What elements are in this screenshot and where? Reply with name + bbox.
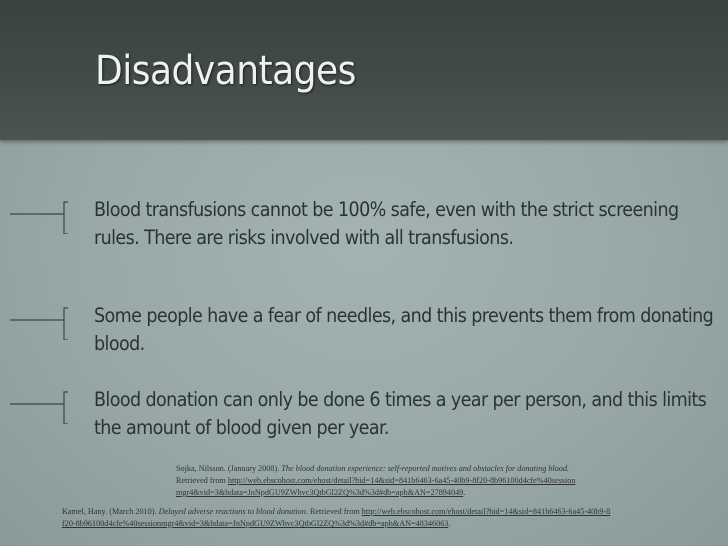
citation-link[interactable]: http://web.ebscohost.com/ehost/detail?hid=14&sid=841b6463-6a45-40b9-8f20-8b96100d4cfe%40sessionmgr4&vid=3&bdata=JnNpdGU9ZWhvc3QtbGl2ZQ%3d%3d#db=aph&AN=27894049 — [176, 476, 576, 497]
citation-sojka — [176, 463, 576, 499]
citation-retrieved: Retrieved from — [176, 476, 226, 485]
citation-authors: Kamel, Hany. (March 2010). — [62, 507, 157, 516]
bullet-item — [0, 298, 728, 358]
bullet-item — [0, 192, 728, 252]
citation-retrieved: . Retrieved from — [305, 507, 360, 516]
slide-title: Disadvantages — [95, 48, 356, 94]
bullet-item — [0, 382, 728, 442]
bullet-text: Some people have a fear of needles, and this prevents them from donating blood. — [94, 304, 714, 355]
citation-authors: Sojka, Nilsson. (January 2008). — [176, 464, 280, 473]
citation-title: The blood donation experience: self-reported motives and obstacles for donating blood. — [281, 464, 570, 473]
bracket-bullet-icon — [10, 388, 70, 424]
citation-link[interactable]: http://web.ebscohost.com/ehost/detail?hid=14&sid=841b6463-6a45-40b9-8f20-8b96100d4cfe%40sessionmgr4&vid=3&bdata=JnNpdGU9ZWhvc3QtbGl2ZQ%3d%3d#db=aph&AN=48346063 — [62, 507, 611, 528]
bullet-text: Blood transfusions cannot be 100% safe, even with the strict screening rules. There are risks involved with all transfusions. — [94, 198, 679, 249]
citation-title: Delayed adverse reactions to blood donation — [158, 507, 306, 516]
title-band — [0, 0, 728, 140]
bullet-text: Blood donation can only be done 6 times a year per person, and this limits the amount of blood given per year. — [94, 388, 707, 439]
citation-end: . — [448, 519, 451, 528]
citation-end: . — [463, 488, 466, 497]
bracket-bullet-icon — [10, 304, 70, 340]
bracket-bullet-icon — [10, 198, 70, 234]
citation-kamel — [62, 506, 612, 530]
